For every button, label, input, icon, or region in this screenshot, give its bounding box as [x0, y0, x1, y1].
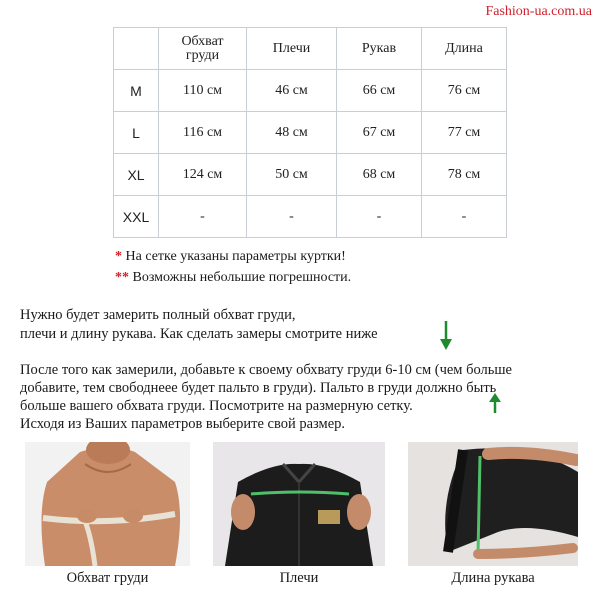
note-text: Возможны небольшие погрешности.	[129, 270, 352, 285]
table-cell: 48 см	[247, 112, 337, 154]
table-cell: 67 см	[337, 112, 422, 154]
table-cell: 77 см	[422, 112, 507, 154]
table-cell: -	[422, 196, 507, 238]
header-length: Длина	[422, 28, 507, 70]
table-cell: -	[337, 196, 422, 238]
size-label: XL	[114, 154, 159, 196]
table-header-row	[114, 28, 507, 70]
header-sleeve: Рукав	[337, 28, 422, 70]
table-cell: 46 см	[247, 70, 337, 112]
photo-caption: Плечи	[279, 570, 319, 586]
size-label: M	[114, 70, 159, 112]
site-watermark: Fashion-ua.com.ua	[485, 4, 592, 19]
table-cell: 124 см	[159, 154, 247, 196]
instruction-line: Исходя из Ваших параметров выберите свой размер.	[20, 416, 346, 432]
table-cell: 50 см	[247, 154, 337, 196]
size-table	[113, 27, 507, 238]
table-cell: 116 см	[159, 112, 247, 154]
note-tolerance	[115, 270, 351, 286]
size-label: XXL	[114, 196, 159, 238]
instruction-line: больше вашего обхвата груди. Посмотрите на размерную сетку.	[20, 398, 413, 414]
table-cell: 68 см	[337, 154, 422, 196]
chest-measurement-photo	[25, 442, 190, 566]
table-cell: -	[247, 196, 337, 238]
photo-caption: Длина рукава	[451, 570, 535, 586]
note-text: На сетке указаны параметры куртки!	[122, 249, 346, 264]
table-cell: 110 см	[159, 70, 247, 112]
instruction-line: плечи и длину рукава. Как сделать замеры смотрите ниже	[20, 326, 378, 342]
sleeve-measurement-photo	[408, 442, 578, 566]
size-label: L	[114, 112, 159, 154]
table-corner-cell	[114, 28, 159, 70]
instruction-line: После того как замерили, добавьте к своему обхвату груди 6-10 см (чем больше	[20, 362, 512, 378]
arrow-up-icon	[488, 393, 502, 414]
note-asterisk: **	[115, 270, 129, 285]
table-row	[114, 196, 507, 238]
table-cell: 78 см	[422, 154, 507, 196]
note-asterisk: *	[115, 249, 122, 264]
table-cell: -	[159, 196, 247, 238]
header-shoulders: Плечи	[247, 28, 337, 70]
instruction-line: Нужно будет замерить полный обхват груди,	[20, 307, 296, 323]
photo-caption: Обхват груди	[66, 570, 149, 586]
table-row	[114, 154, 507, 196]
header-chest: Обхват груди	[159, 28, 247, 70]
note-jacket-params	[115, 249, 346, 265]
table-row	[114, 70, 507, 112]
table-cell: 76 см	[422, 70, 507, 112]
instruction-line: добавите, тем свободнеее будет пальто в груди). Пальто в груди должно быть	[20, 380, 497, 396]
table-row	[114, 112, 507, 154]
arrow-down-icon	[439, 319, 453, 351]
shoulder-measurement-photo	[213, 442, 385, 566]
table-cell: 66 см	[337, 70, 422, 112]
